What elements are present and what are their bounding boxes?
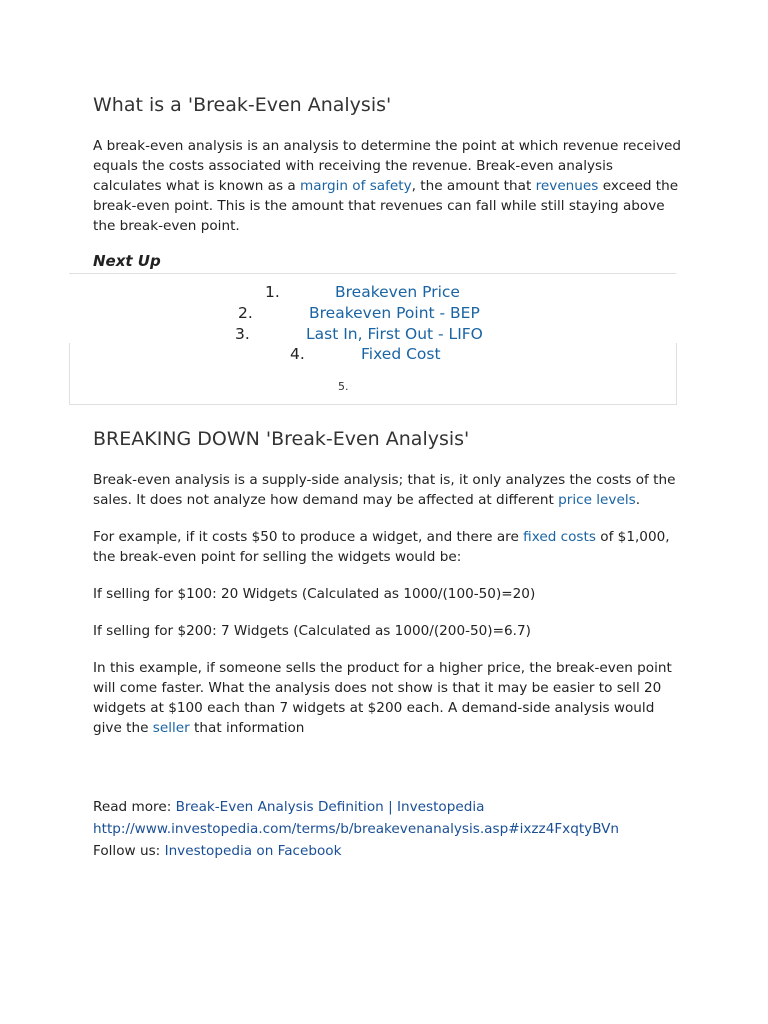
facebook-link[interactable]: Investopedia on Facebook (164, 843, 342, 859)
next-up-item-number: 5. (338, 380, 349, 393)
supply-paragraph (93, 470, 683, 510)
next-up-item (0, 282, 768, 303)
next-up-link-fixed-cost[interactable]: Fixed Cost (361, 345, 441, 363)
example-text-2: of $1,000, the break-even point for selling the widgets would be: (93, 529, 670, 565)
example-text-1: For example, if it costs $50 to produce a widget, and there are (93, 529, 524, 545)
price-levels-link[interactable]: price levels (558, 492, 636, 508)
next-up-link-breakeven-point[interactable]: Breakeven Point - BEP (309, 304, 480, 322)
fixed-costs-link[interactable]: fixed costs (523, 529, 596, 545)
example-paragraph (93, 527, 683, 567)
follow-us-line (93, 841, 342, 861)
next-up-item-number: 1. (265, 283, 280, 301)
seller-link[interactable]: seller (152, 720, 190, 736)
read-more-line (93, 797, 484, 817)
selling-100-line: If selling for $100: 20 Widgets (Calculated as 1000/(100-50)=20) (93, 586, 536, 602)
source-url-link[interactable]: http://www.investopedia.com/terms/b/breakevenanalysis.asp#ixzz4FxqtyBVn (93, 821, 620, 837)
next-up-item (0, 303, 768, 324)
supply-text-1: Break-even analysis is a supply-side analysis; that is, it only analyzes the costs of the sales. It does not analyze how demand may be affected at different (93, 472, 676, 508)
conclusion-text-2: that information (189, 720, 305, 736)
intro-text-2: , the amount that (411, 178, 536, 194)
next-up-item (0, 344, 768, 365)
conclusion-paragraph (93, 658, 683, 738)
source-url-line (93, 819, 619, 839)
intro-paragraph (93, 136, 683, 236)
conclusion-text-1: In this example, if someone sells the product for a higher price, the break-even point will come faster. What the analysis does not show is that it may be easier to sell 20 widgets at $100 each than 7 widgets at $200 each. A demand-side analysis would give the (93, 660, 672, 736)
article-title: What is a 'Break-Even Analysis' (93, 94, 392, 116)
next-up-link-breakeven-price[interactable]: Breakeven Price (335, 283, 460, 301)
margin-of-safety-link[interactable]: margin of safety (300, 178, 412, 194)
next-up-label: Next Up (93, 252, 161, 270)
selling-200-line: If selling for $200: 7 Widgets (Calculated as 1000/(200-50)=6.7) (93, 623, 531, 639)
revenues-link[interactable]: revenues (535, 178, 599, 194)
read-more-label: Read more: (93, 799, 176, 815)
section-title: BREAKING DOWN 'Break-Even Analysis' (93, 428, 470, 450)
next-up-link-lifo[interactable]: Last In, First Out - LIFO (306, 325, 483, 343)
next-up-item-number: 2. (238, 304, 253, 322)
next-up-item-number: 3. (235, 325, 250, 343)
follow-us-label: Follow us: (93, 843, 165, 859)
intro-text-1: A break-even analysis is an analysis to determine the point at which revenue received equals the costs associated with receiving the revenue. Break-even analysis calculates what is known as a (93, 138, 682, 194)
next-up-item-number: 4. (290, 345, 305, 363)
intro-text-3: exceed the break-even point. This is the amount that revenues can fall while still staying above the break-even point. (93, 178, 679, 234)
next-up-item (0, 324, 768, 345)
read-more-link[interactable]: Break-Even Analysis Definition | Investopedia (175, 799, 485, 815)
supply-text-2: . (635, 492, 641, 508)
